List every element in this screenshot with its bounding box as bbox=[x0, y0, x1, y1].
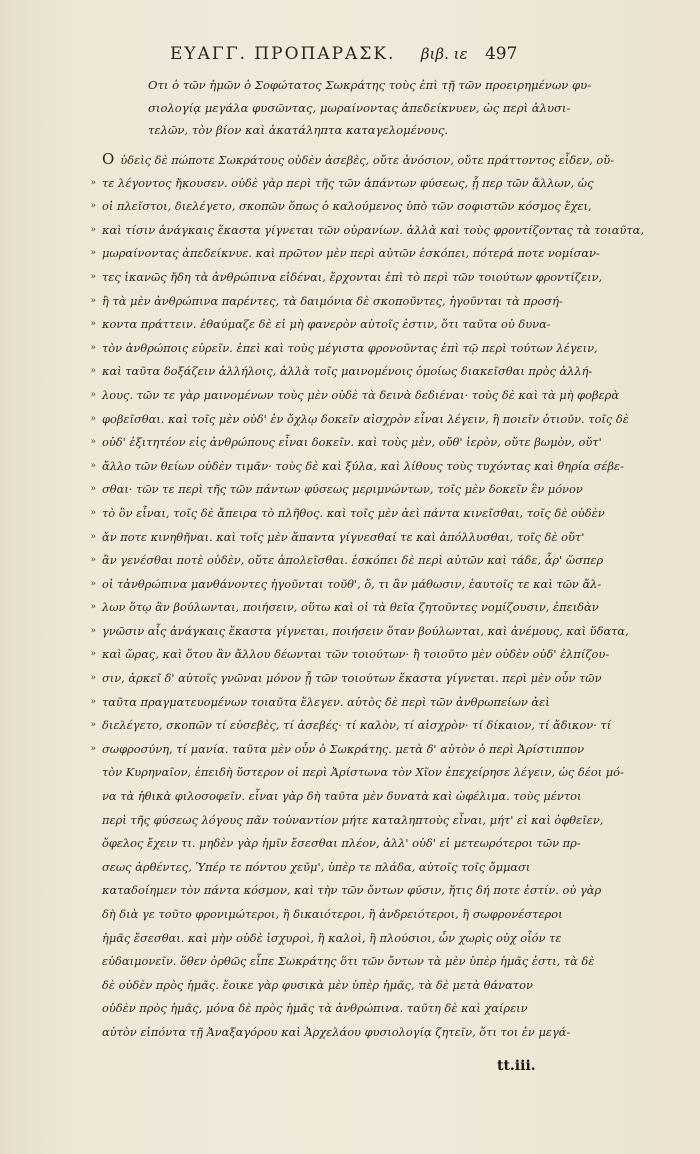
quotation-mark: » bbox=[90, 413, 96, 424]
line-text: σθαι· τῶν τε περὶ τῆς τῶν πάντων φύσεως μεριμνώντων, τοῖς μὲν δοκεῖν ἓν μόνον bbox=[102, 482, 583, 497]
text-line bbox=[62, 667, 602, 691]
line-text: λων ὅτῳ ἂν βούλωνται, ποιήσειν, οὕτω καὶ οἱ τὰ θεῖα ζητοῦντες νομίζουσιν, ἐπειδὰν bbox=[102, 600, 599, 615]
quotation-mark: » bbox=[90, 484, 96, 495]
book-reference: βιβ. ιε bbox=[420, 45, 468, 63]
quotation-mark bbox=[62, 927, 102, 951]
quotation-mark: » bbox=[90, 602, 96, 613]
summary-line: Οτι ὁ τῶν ἡμῶν ὁ Σοφώτατος Σωκράτης τοὺς ἐπὶ τῇ τῶν προειρημένων φυ- bbox=[148, 78, 592, 92]
line-text: ἂν γενέσθαι ποτὲ οὐδὲν, οὔτε ἀπολεῖσθαι. ἐσκόπει δὲ περὶ αὐτῶν καὶ τάδε, ἆρ' ὥσπερ bbox=[102, 553, 604, 568]
text-line bbox=[62, 620, 629, 644]
quotation-mark bbox=[62, 1021, 102, 1045]
line-text: εὐδαιμονεῖν. ὅθεν ὀρθῶς εἶπε Σωκράτης ὅτι τῶν ὄντων τὰ μὲν ὑπὲρ ἡμᾶς ἐστι, τὰ δὲ bbox=[102, 954, 595, 969]
text-line bbox=[62, 360, 593, 384]
line-text: οὐδ' ἐξιτητέον εἰς ἀνθρώπους εἶναι δοκεῖν. καὶ τοὺς μὲν, οὔθ' ἱερὸν, οὔτε βωμὸν, οὔτ' bbox=[102, 435, 602, 450]
line-text bbox=[102, 148, 614, 172]
text-line bbox=[62, 832, 582, 856]
text-line bbox=[62, 596, 599, 620]
line-text: σεως ἀρθέντες, Ὑπέρ τε πόντου χεῦμ', ὑπὲρ τε πλάδα, αὐτοῖς τοῖς ὄμμασι bbox=[102, 859, 531, 874]
summary-line: τελῶν, τὸν βίον καὶ ἀκατάληπτα καταγελομένους. bbox=[148, 123, 449, 137]
line-text: φοβεῖσθαι. καὶ τοῖς μὲν οὐδ' ἐν ὄχλῳ δοκεῖν αἰσχρὸν εἶναι λέγειν, ἢ ποιεῖν ὁτιοῦν. τοῖς δὲ bbox=[102, 411, 629, 426]
quotation-mark bbox=[62, 832, 102, 856]
quotation-mark: » bbox=[90, 673, 96, 684]
quotation-mark bbox=[62, 879, 102, 903]
quotation-mark: » bbox=[90, 342, 96, 353]
line-text: καὶ τίσιν ἀνάγκαις ἕκαστα γίγνεται τῶν οὐρανίων. ἀλλὰ καὶ τοὺς φροντίζοντας τὰ τοιαῦτα, bbox=[102, 222, 644, 237]
running-head bbox=[170, 44, 590, 64]
text-line bbox=[62, 384, 620, 408]
line-text: οἱ πλεῖστοι, διελέγετο, σκοπῶν ὅπως ὁ καλούμενος ὑπὸ τῶν σοφιστῶν κόσμος ἔχει, bbox=[102, 199, 592, 214]
main-text bbox=[62, 148, 644, 1045]
quotation-mark: » bbox=[90, 295, 96, 306]
text-line bbox=[62, 148, 615, 172]
catchword: tt.iii. bbox=[497, 1058, 536, 1074]
quotation-mark bbox=[62, 974, 102, 998]
line-text: ὄφελος ἔχειν τι. μηδὲν γὰρ ἡμῖν ἔσεσθαι πλέον, ἀλλ' οὐδ' εἰ μετεωρότεροι τῶν πρ- bbox=[102, 836, 581, 851]
line-text: ἢ τὰ μὲν ἀνθρώπινα παρέντες, τὰ δαιμόνια δὲ σκοποῦντες, ἡγοῦνται τὰ προσή- bbox=[102, 293, 563, 308]
text-line bbox=[62, 927, 582, 951]
line-text: τὸν Κυρηναῖον, ἐπειδὴ ὕστερον οἱ περὶ Ἀρίστωνα τὸν Χῖον ἐπεχείρησε λέγειν, ὡς δέοι μό- bbox=[102, 765, 624, 780]
text-line bbox=[62, 997, 582, 1021]
quotation-mark bbox=[62, 761, 102, 785]
text-line bbox=[62, 526, 585, 550]
line-text: περὶ τῆς φύσεως λόγους πᾶν τοὐναντίον μήτε καταληπτοὺς εἶναι, μήτ' εἰ καὶ ὀφθεῖεν, bbox=[102, 812, 604, 827]
quotation-mark: » bbox=[90, 578, 96, 589]
line-text: να τὰ ἠθικὰ φιλοσοφεῖν. εἶναι γὰρ δὴ ταῦτα μὲν δυνατὰ καὶ ὠφέλιμα. τοὺς μέντοι bbox=[102, 789, 582, 804]
text-line bbox=[62, 738, 585, 762]
quotation-mark: » bbox=[90, 625, 96, 636]
text-line bbox=[62, 785, 582, 809]
text-line bbox=[62, 879, 602, 903]
line-text: τὸ ὂν εἶναι, τοῖς δὲ ἄπειρα τὸ πλῆθος. καὶ τοῖς μὲν ἀεὶ πάντα κινεῖσθαι, τοῖς δὲ οὐδὲν bbox=[102, 505, 605, 520]
text-line bbox=[62, 172, 594, 196]
quotation-mark: » bbox=[90, 177, 96, 188]
chapter-summary bbox=[148, 74, 592, 142]
text-line bbox=[62, 313, 582, 337]
line-text: γνῶσιν αἷς ἀνάγκαις ἕκαστα γίγνεται, ποιήσειν ὅταν βούλωνται, καὶ ἀνέμους, καὶ ὕδατα, bbox=[102, 623, 629, 638]
page-number: 497 bbox=[484, 44, 518, 64]
text-line bbox=[62, 478, 582, 502]
text-line bbox=[62, 290, 582, 314]
text-line bbox=[62, 337, 598, 361]
line-text: σωφροσύνη, τί μανία. ταῦτα μὲν οὖν ὁ Σωκράτης. μετὰ δ' αὐτὸν ὁ περὶ Ἀρίστιππον bbox=[102, 741, 585, 756]
line-text: σιν, ἀρκεῖ δ' αὐτοῖς γνῶναι μόνον ᾗ τῶν τοιούτων ἕκαστα γίγνεται. περὶ μὲν οὖν τῶν bbox=[102, 671, 602, 686]
quotation-mark bbox=[62, 997, 102, 1021]
line-text: οἱ τἀνθρώπινα μανθάνοντες ἡγοῦνται τοῦθ', ὅ, τι ἂν μάθωσιν, ἑαυτοῖς τε καὶ τῶν ἄλ- bbox=[102, 576, 602, 591]
quotation-mark: » bbox=[90, 389, 96, 400]
quotation-mark: » bbox=[90, 743, 96, 754]
line-text: κοντα πράττειν. ἐθαύμαζε δὲ εἰ μὴ φανερὸν αὐτοῖς ἐστιν, ὅτι ταῦτα οὐ δυνα- bbox=[102, 317, 551, 332]
text-line bbox=[62, 903, 582, 927]
quotation-mark bbox=[62, 856, 102, 880]
quotation-mark: » bbox=[90, 460, 96, 471]
quotation-mark bbox=[62, 950, 102, 974]
text-line bbox=[62, 219, 644, 243]
text-line bbox=[62, 691, 582, 715]
quotation-mark: » bbox=[90, 248, 96, 259]
text-line bbox=[62, 714, 612, 738]
text-line bbox=[62, 242, 600, 266]
text-line bbox=[62, 573, 602, 597]
text-line bbox=[62, 455, 625, 479]
text-line bbox=[62, 950, 595, 974]
quotation-mark: » bbox=[90, 720, 96, 731]
text-line bbox=[62, 761, 624, 785]
quotation-mark: » bbox=[90, 319, 96, 330]
text-line bbox=[62, 643, 610, 667]
text-line bbox=[62, 266, 603, 290]
text-line bbox=[62, 431, 602, 455]
line-text: ἄν ποτε κινηθῆναι. καὶ τοῖς μὲν ἅπαντα γίγνεσθαί τε καὶ ἀπόλλυσθαι, τοῖς δὲ οὔτ' bbox=[102, 529, 585, 544]
quotation-mark: » bbox=[90, 271, 96, 282]
quotation-mark: » bbox=[90, 531, 96, 542]
line-text: τε λέγοντος ἤκουσεν. οὐδὲ γὰρ περὶ τῆς τῶν ἁπάντων φύσεως, ᾗ περ τῶν ἄλλων, ὡς bbox=[102, 175, 594, 190]
text-line bbox=[62, 502, 605, 526]
quotation-mark: » bbox=[90, 507, 96, 518]
line-text: αὐτὸν εἰπόντα τῇ Ἀναξαγόρου καὶ Ἀρχελάου φυσιολογίᾳ ζητεῖν, ὅτι τοι ἐν μεγά- bbox=[102, 1024, 571, 1039]
quotation-mark: » bbox=[90, 649, 96, 660]
quotation-mark: » bbox=[90, 201, 96, 212]
quotation-mark: » bbox=[90, 224, 96, 235]
line-text: τες ἱκανῶς ἤδη τὰ ἀνθρώπινα εἰδέναι, ἔρχονται ἐπὶ τὸ περὶ τῶν τοιούτων φροντίζειν, bbox=[102, 269, 603, 284]
line-text: δὴ διὰ γε τοῦτο φρονιμώτεροι, ἢ δικαιότεροι, ἢ ἀνδρειότεροι, ἢ σωφρονέστεροι bbox=[102, 907, 563, 921]
summary-line: σιολογίᾳ μεγάλα φυσῶντας, μωραίνοντας ἀπεδείκνυεν, ὡς περὶ ἀλυσι- bbox=[148, 100, 571, 115]
line-text: ταῦτα πραγματευομένων τοιαῦτα ἔλεγεν. αὐτὸς δὲ περὶ τῶν ἀνθρωπείων ἀεὶ bbox=[102, 694, 550, 709]
line-text: δὲ οὐδὲν πρὸς ἡμᾶς. ἔοικε γὰρ φυσικὰ μὲν ὑπὲρ ἡμᾶς, τὰ δὲ μετὰ θάνατον bbox=[102, 977, 533, 992]
text-line bbox=[62, 809, 604, 833]
quotation-mark bbox=[62, 903, 102, 927]
text-line bbox=[62, 195, 592, 219]
text-line bbox=[62, 1021, 582, 1045]
line-text: οὐδὲν πρὸς ἡμᾶς, μόνα δὲ πρὸς ἡμᾶς τὰ ἀνθρώπινα. ταῦτη δὲ καὶ χαίρειν bbox=[102, 1001, 528, 1016]
line-text: ἄλλο τῶν θείων οὐδὲν τιμᾶν· τοὺς δὲ καὶ ξύλα, καὶ λίθους τοὺς τυχόντας καὶ θηρία σέβε- bbox=[102, 458, 625, 473]
quotation-mark: » bbox=[90, 366, 96, 377]
line-text: λους. τῶν τε γὰρ μαινομένων τοὺς μὲν οὐδὲ τὰ δεινὰ δεδιέναι· τοὺς δὲ καὶ τὰ μὴ φοβερὰ bbox=[102, 387, 620, 402]
line-text-rest: ὐδεὶς δὲ πώποτε Σωκράτους οὐδὲν ἀσεβὲς, οὔτε ἀνόσιον, οὔτε πράττοντος εἶδεν, οὔ- bbox=[120, 153, 615, 167]
text-line bbox=[62, 856, 582, 880]
running-title: ΕΥΑΓΓ. ΠΡΟΠΑΡΑΣΚ. bbox=[170, 44, 396, 64]
initial-letter: Ο bbox=[102, 150, 115, 168]
line-text: καὶ ταῦτα δοξάζειν ἀλλήλοις, ἀλλὰ τοῖς μαινομένοις ὁμοίως διακεῖσθαι πρὸς ἀλλή- bbox=[102, 364, 593, 379]
quotation-mark bbox=[62, 148, 102, 172]
text-line bbox=[62, 974, 582, 998]
quotation-mark: » bbox=[90, 437, 96, 448]
line-text: τὸν ἀνθρώποις εὑρεῖν. ἐπεὶ καὶ τοὺς μέγιστα φρονοῦντας ἐπὶ τῷ περὶ τούτων λέγειν, bbox=[102, 340, 598, 355]
quotation-mark bbox=[62, 785, 102, 809]
text-line bbox=[62, 408, 629, 432]
line-text: καταδοίημεν τὸν πάντα κόσμον, καὶ τὴν τῶν ὄντων φύσιν, ἥτις δή ποτε ἐστίν. οὐ γὰρ bbox=[102, 883, 602, 898]
line-text: διελέγετο, σκοπῶν τί εὐσεβὲς, τί ἀσεβές· τί καλὸν, τί αἰσχρὸν· τί δίκαιον, τί ἄδικον· τί bbox=[102, 718, 612, 733]
line-text: μωραίνοντας ἀπεδείκνυε. καὶ πρῶτον μὲν περὶ αὐτῶν ἐσκόπει, πότερά ποτε νομίσαν- bbox=[102, 246, 600, 261]
line-text: καὶ ὥρας, καὶ ὅτου ἂν ἄλλου δέωνται τῶν τοιούτων· ἢ τοιοῦτο μὲν οὐδὲν οὐδ' ἐλπίζου- bbox=[102, 647, 610, 662]
quotation-mark: » bbox=[90, 555, 96, 566]
line-text: ἡμᾶς ἔσεσθαι. καὶ μὴν οὐδὲ ἰσχυροὶ, ἢ καλοὶ, ἢ πλούσιοι, ὧν χωρὶς οὐχ οἷόν τε bbox=[102, 930, 562, 945]
quotation-mark bbox=[62, 809, 102, 833]
quotation-mark: » bbox=[90, 696, 96, 707]
text-line bbox=[62, 549, 604, 573]
